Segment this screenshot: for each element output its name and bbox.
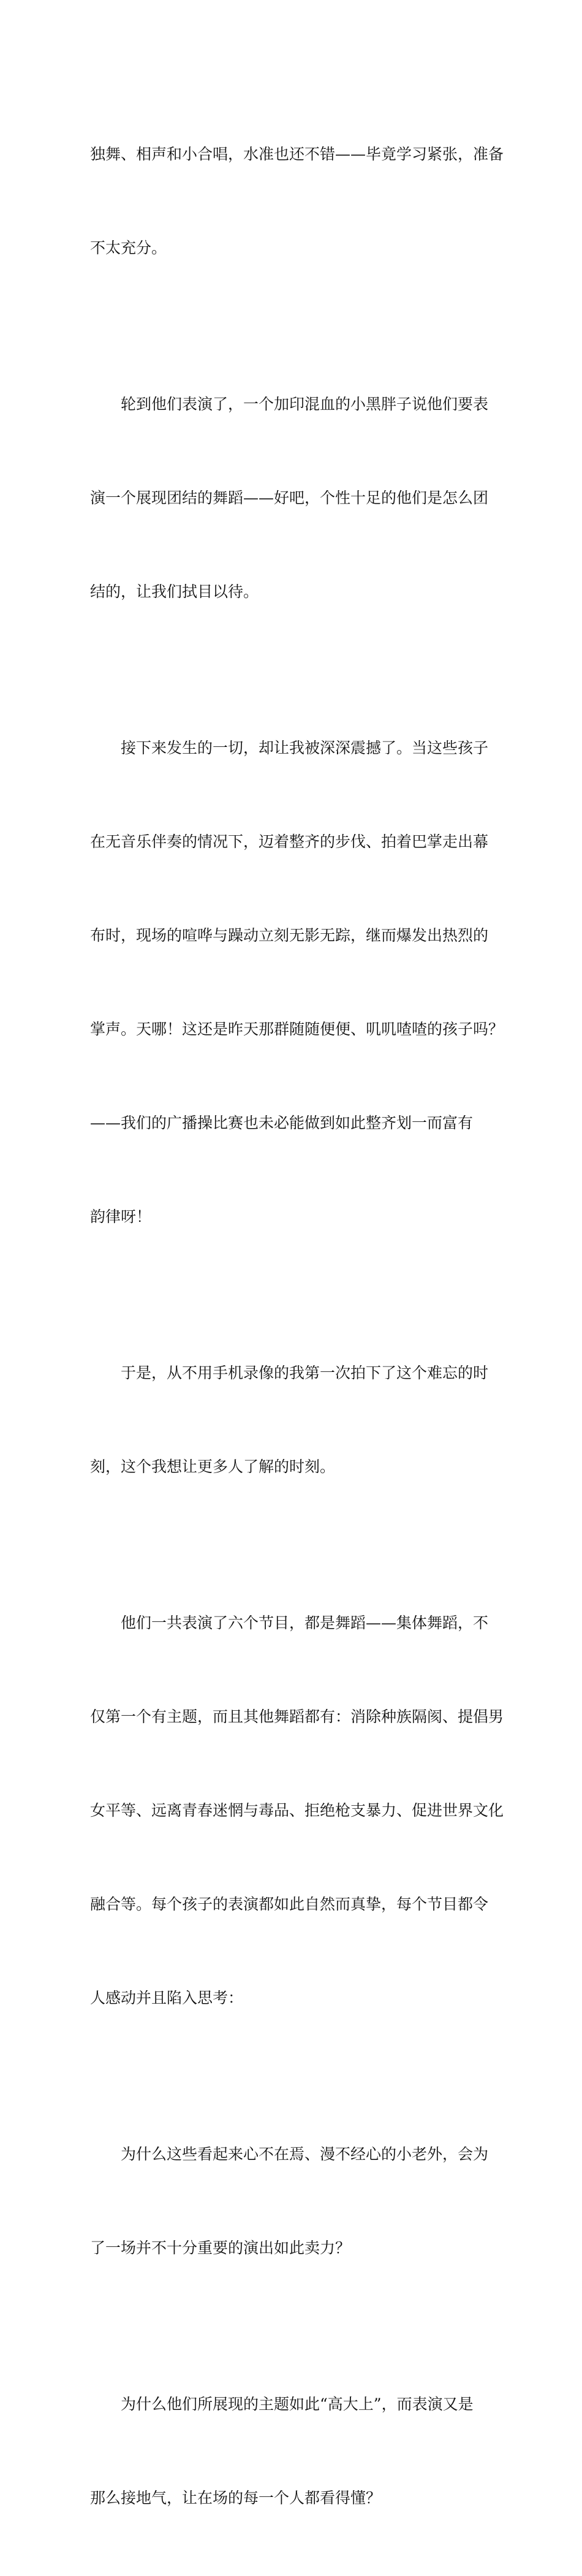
- paragraph-1: [90, 76, 504, 326]
- text-line: 布时，现场的喧哗与躁动立刻无影无踪，继而爆发出热烈的: [90, 926, 489, 944]
- text-line: 为什么他们所展现的主题如此“高大上”，而表演又是: [121, 2395, 474, 2413]
- text-line: 于是，从不用手机录像的我第一次拍下了这个难忘的时: [121, 1364, 489, 1382]
- text-line: 他们一共表演了六个节目，都是舞蹈——集体舞蹈，不: [121, 1614, 489, 1632]
- text-line: 不太充分。: [90, 239, 167, 257]
- text-line: 独舞、相声和小合唱，水准也还不错——毕竟学习紧张，准备: [90, 145, 504, 163]
- paragraph-5: [90, 1545, 504, 2076]
- paragraph-2: [90, 326, 501, 670]
- text-line: 在无音乐伴奏的情况下，迈着整齐的步伐、拍着巴掌走出幕: [90, 833, 489, 850]
- paragraph-6: [90, 2076, 501, 2326]
- text-line: 接下来发生的一切，却让我被深深震撼了。当这些孩子: [121, 739, 489, 757]
- text-line: 轮到他们表演了，一个加印混血的小黑胖子说他们要表: [121, 395, 489, 413]
- text-line: 韵律呀！: [90, 1208, 152, 1225]
- text-line: 为什么这些看起来心不在焉、漫不经心的小老外，会为: [121, 2145, 489, 2163]
- text-line: 了一场并不十分重要的演出如此卖力？: [90, 2239, 351, 2257]
- text-line: 结的，让我们拭目以待。: [90, 583, 259, 600]
- body-text: [90, 76, 504, 2576]
- text-line: 女平等、远离青春迷惘与毒品、拒绝枪支暴力、促进世界文化: [90, 1801, 504, 1819]
- text-line: 那么接地气，让在场的每一个人都看得懂？: [90, 2489, 382, 2507]
- paragraph-4: [90, 1295, 501, 1545]
- paragraph-3: [90, 670, 504, 1295]
- text-line: ——我们的广播操比赛也未必能做到如此整齐划一而富有: [90, 1114, 474, 1132]
- paragraph-7: [90, 2326, 501, 2576]
- text-line: 刻，这个我想让更多人了解的时刻。: [90, 1458, 336, 1476]
- text-line: 融合等。每个孩子的表演都如此自然而真挚，每个节目都令: [90, 1895, 489, 1913]
- text-line: 掌声。天哪！这还是昨天那群随随便便、叽叽喳喳的孩子吗？: [90, 1020, 504, 1038]
- text-line: 演一个展现团结的舞蹈——好吧，个性十足的他们是怎么团: [90, 489, 489, 507]
- text-line: 仅第一个有主题，而且其他舞蹈都有：消除种族隔阂、提倡男: [90, 1708, 504, 1726]
- text-line: 人感动并且陷入思考：: [90, 1989, 244, 2007]
